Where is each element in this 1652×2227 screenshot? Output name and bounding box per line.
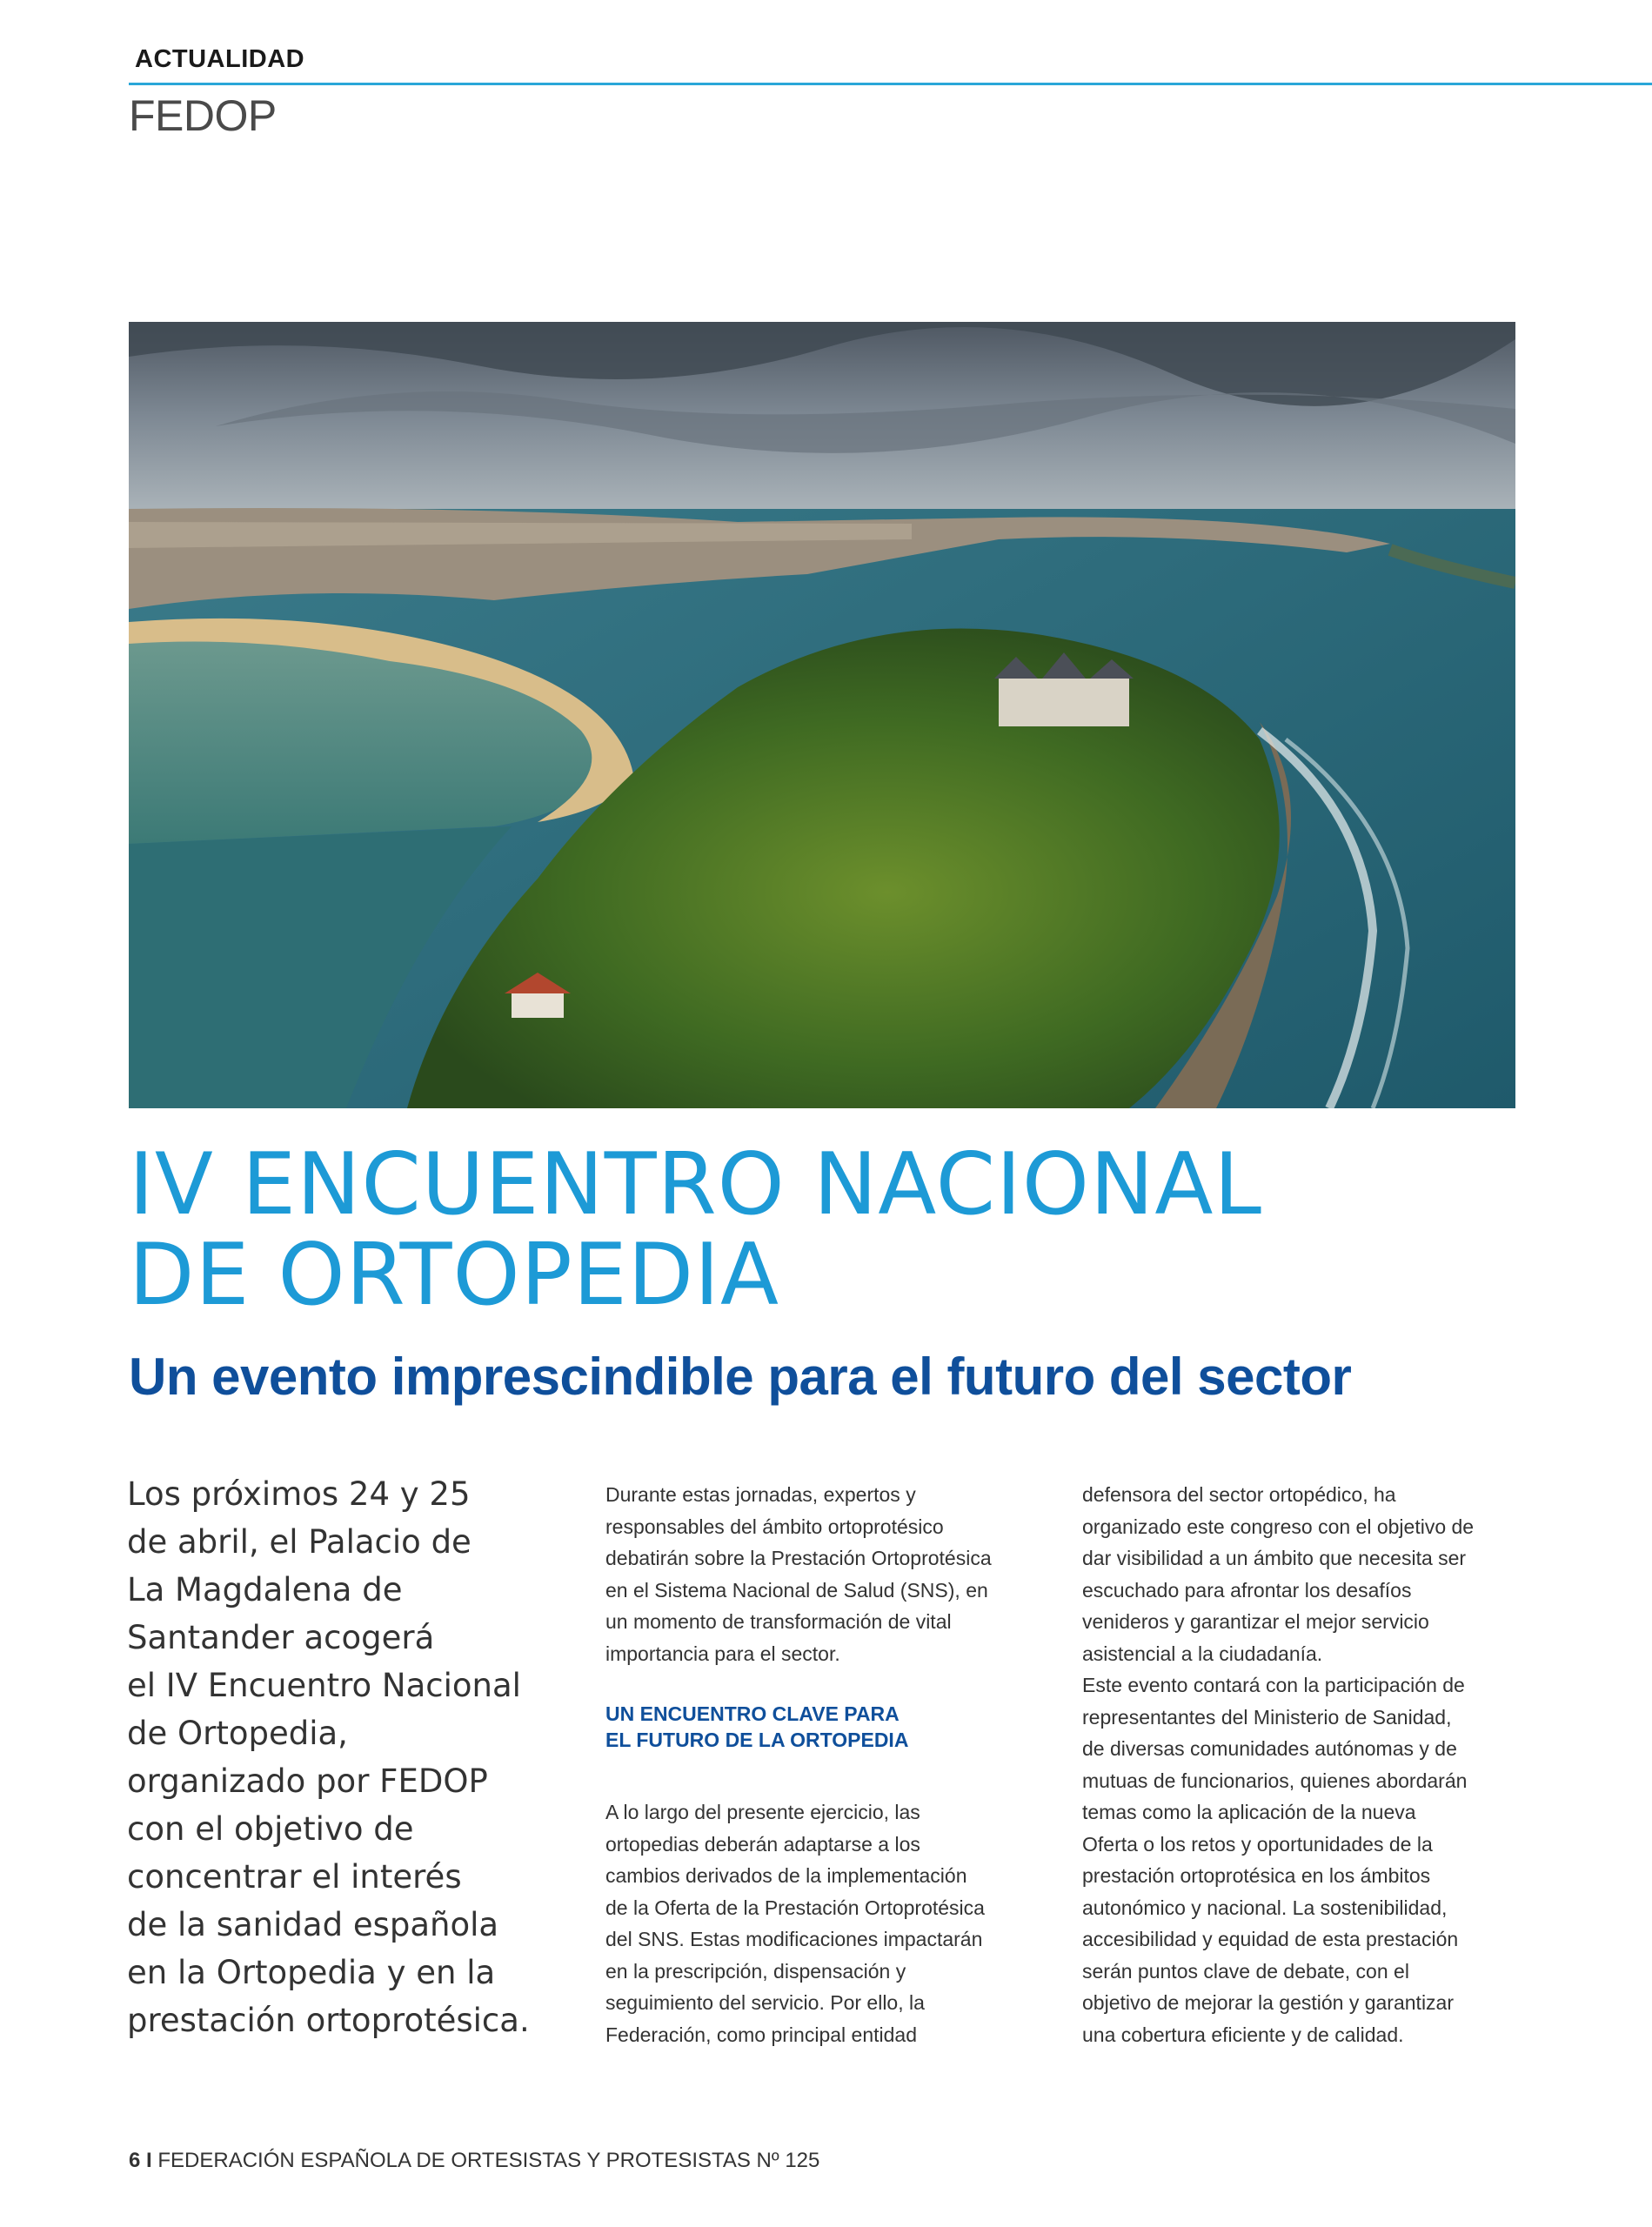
body-line: una cobertura eficiente y de calidad. — [1082, 2023, 1404, 2046]
body-line: dar visibilidad a un ámbito que necesita ser — [1082, 1547, 1467, 1569]
lead-line: Los próximos 24 y 25 — [127, 1475, 471, 1513]
body-line: cambios derivados de la implementación — [605, 1864, 967, 1887]
lead-line: concentrar el interés — [127, 1858, 462, 1896]
aerial-photo-illustration — [129, 322, 1515, 1108]
lead-line: con el objetivo de — [127, 1810, 414, 1848]
header-rule — [129, 83, 1652, 85]
body-line: prestación ortoprotésica en los ámbitos — [1082, 1864, 1431, 1887]
body-line: autonómico y nacional. La sostenibilidad, — [1082, 1896, 1448, 1919]
body-line: temas como la aplicación de la nueva — [1082, 1801, 1416, 1823]
lead-line: La Magdalena de — [127, 1571, 403, 1608]
page-footer — [129, 2149, 819, 2173]
subhead-line-2: EL FUTURO DE LA ORTOPEDIA — [605, 1729, 909, 1751]
subhead-line-1: UN ENCUENTRO CLAVE PARA — [605, 1702, 900, 1725]
body-line: un momento de transformación de vital — [605, 1610, 952, 1633]
lead-paragraph — [127, 1470, 562, 2044]
body-line: del SNS. Estas modificaciones impactarán — [605, 1928, 983, 1950]
body-line: organizado este congreso con el objetivo de — [1082, 1515, 1475, 1538]
lead-line: organizado por FEDOP — [127, 1762, 488, 1800]
lead-line: de abril, el Palacio de — [127, 1523, 472, 1561]
body-line: Federación, como principal entidad — [605, 2023, 917, 2046]
body-line: responsables del ámbito ortoprotésico — [605, 1515, 944, 1538]
lead-line: de Ortopedia, — [127, 1715, 348, 1752]
page-number: 6 — [129, 2149, 141, 2172]
brand-name: FEDOP — [129, 91, 277, 140]
body-line: serán puntos clave de debate, con el — [1082, 1959, 1409, 1983]
body-line: defensora del sector ortopédico, ha — [1082, 1483, 1396, 1506]
body-line: ortopedias deberán adaptarse a los — [605, 1832, 920, 1856]
body-line: importancia para el sector. — [605, 1642, 840, 1665]
section-subheading — [605, 1701, 1058, 1753]
title-line-1: IV ENCUENTRO NACIONAL — [129, 1135, 1262, 1234]
body-line: accesibilidad y equidad de esta prestación — [1082, 1928, 1459, 1950]
body-line: A lo largo del presente ejercicio, las — [605, 1801, 920, 1823]
body-line: mutuas de funcionarios, quienes abordarán — [1082, 1769, 1468, 1792]
body-line: de la Oferta de la Prestación Ortoprotésica — [605, 1896, 985, 1919]
body-line: Oferta o los retos y oportunidades de la — [1082, 1832, 1433, 1856]
body-column-2 — [605, 1479, 1058, 2050]
body-line: objetivo de mejorar la gestión y garantizar — [1082, 1991, 1455, 2014]
body-column-3 — [1082, 1479, 1535, 2050]
body-line: Durante estas jornadas, expertos y — [605, 1483, 916, 1506]
article-title — [129, 1135, 1564, 1325]
lead-line: el IV Encuentro Nacional — [127, 1667, 521, 1704]
aerial-photo-santander — [129, 322, 1515, 1108]
footer-separator: I — [146, 2149, 152, 2172]
body-line: asistencial a la ciudadanía. — [1082, 1642, 1323, 1665]
body-line: escuchado para afrontar los desafíos — [1082, 1578, 1412, 1602]
body-line: debatirán sobre la Prestación Ortoprotésica — [605, 1547, 992, 1569]
publication-name: FEDERACIÓN ESPAÑOLA DE ORTESISTAS Y PROTESISTAS Nº 125 — [157, 2149, 820, 2172]
section-label: ACTUALIDAD — [135, 45, 305, 73]
lead-line: prestación ortoprotésica. — [127, 2002, 530, 2039]
body-line: en el Sistema Nacional de Salud (SNS), en — [605, 1578, 988, 1602]
body-line: de diversas comunidades autónomas y de — [1082, 1737, 1457, 1760]
lead-line: Santander acogerá — [127, 1619, 435, 1656]
body-line: venideros y garantizar el mejor servicio — [1082, 1610, 1429, 1633]
lead-line: en la Ortopedia y en la — [127, 1954, 496, 1991]
body-line: Este evento contará con la participación de — [1082, 1674, 1465, 1696]
lead-line: de la sanidad española — [127, 1906, 499, 1943]
article-subtitle: Un evento imprescindible para el futuro del sector — [129, 1348, 1352, 1406]
body-line: seguimiento del servicio. Por ello, la — [605, 1991, 925, 2014]
title-line-2: DE ORTOPEDIA — [129, 1226, 780, 1325]
body-line: en la prescripción, dispensación y — [605, 1959, 906, 1983]
body-line: representantes del Ministerio de Sanidad, — [1082, 1705, 1452, 1729]
